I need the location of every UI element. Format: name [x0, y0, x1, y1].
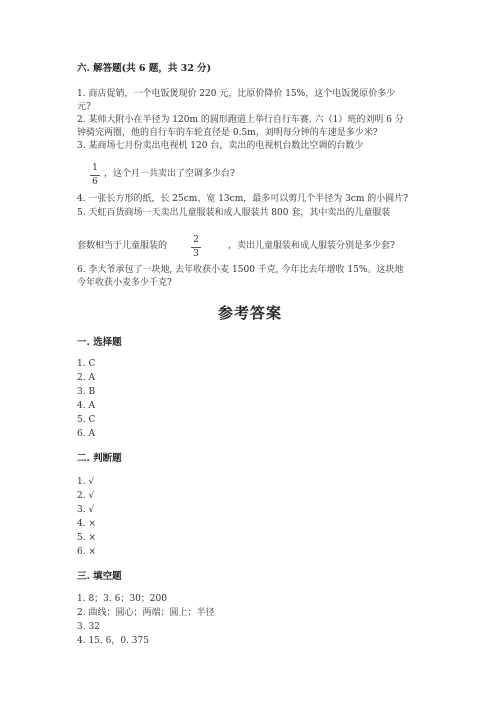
- choice-answer-1: 1. C: [77, 359, 96, 369]
- question-1-line-1: 1. 商店促销，一个电饭煲现价 220 元，比原价降价 15%，这个电饭煲原价多少: [77, 89, 396, 99]
- fraction-denominator: 6: [92, 177, 98, 187]
- section-heading-judge: 二. 判断题: [77, 453, 122, 464]
- choice-answer-2: 2. A: [77, 373, 95, 383]
- judge-answer-5: 5. ×: [77, 533, 96, 543]
- question-1-line-2: 元?: [77, 102, 91, 112]
- judge-answer-3: 3. √: [77, 505, 95, 515]
- question-5-line-1: 5. 天虹百货商场一天卖出儿童服装和成人服装共 800 套，其中卖出的儿童服装: [77, 208, 391, 218]
- question-3-line-2: ，这个月一共卖出了空调多少台?: [104, 169, 235, 179]
- question-5-line-2b: ，卖出儿童服装和成人服装分别是多少套?: [228, 241, 395, 251]
- answer-key-title: 参考答案: [217, 304, 282, 322]
- section-heading-fill: 三. 填空题: [77, 571, 122, 582]
- fraction-denominator: 3: [193, 249, 199, 259]
- question-6-line-1: 6. 李大爷承包了一块地, 去年收获小麦 1500 千克, 今年比去年增收 15%。这块地: [77, 265, 404, 275]
- judge-answer-1: 1. √: [77, 477, 95, 487]
- question-5-line-2a: 套数相当于儿童服装的: [77, 241, 168, 251]
- question-4: 4. 一张长方形的纸，长 25cm、宽 13cm，最多可以剪几个半径为 3cm 的小圆片?: [77, 194, 409, 204]
- question-6-line-2: 今年收获小麦多少千克?: [77, 278, 172, 288]
- fraction-numerator: 2: [191, 235, 201, 248]
- choice-answer-5: 5. C: [77, 415, 96, 425]
- fill-answer-2: 2. 曲线；圆心；两端；圆上；半径: [77, 608, 215, 618]
- choice-answer-4: 4. A: [77, 401, 95, 411]
- section-heading-choice: 一. 选择题: [77, 337, 122, 348]
- judge-answer-6: 6. ×: [77, 547, 96, 557]
- question-2-line-2: 钟骑完两圈，他的自行车的车轮直径是 0.5m，刘明每分钟的车速是多少米?: [77, 128, 378, 138]
- fraction-numerator: 1: [90, 163, 100, 176]
- fill-answer-3: 3. 32: [77, 622, 100, 632]
- judge-answer-4: 4. ×: [77, 519, 96, 529]
- question-3-fraction: [90, 163, 100, 188]
- question-3-line-1: 3. 某商场七月份卖出电视机 120 台，卖出的电视机台数比空调的台数少: [77, 141, 364, 151]
- judge-answer-2: 2. √: [77, 491, 95, 501]
- choice-answer-6: 6. A: [77, 429, 95, 439]
- question-2-line-1: 2. 某师大附小在半径为 120m 的圆形跑道上举行自行车赛. 六（1）班的刘明 6 分: [77, 115, 404, 125]
- question-5-fraction: [191, 235, 201, 260]
- fill-answer-4: 4. 15. 6，0. 375: [77, 636, 149, 646]
- choice-answer-3: 3. B: [77, 387, 96, 397]
- section-heading-solve: 六. 解答题(共 6 题，共 32 分): [77, 63, 212, 74]
- fill-answer-1: 1. 8；3. 6；30；200: [77, 594, 167, 604]
